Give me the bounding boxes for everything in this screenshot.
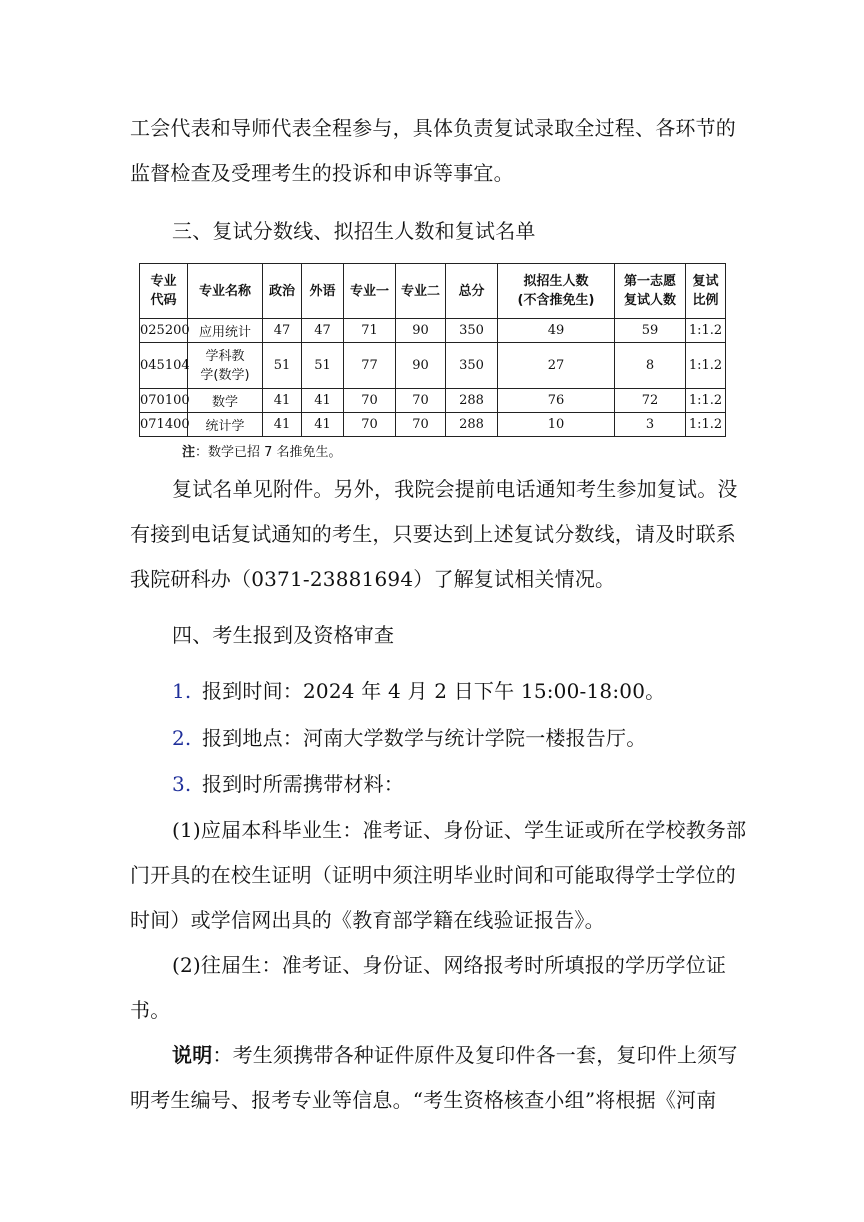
header-name: 专业名称 [188,264,263,319]
list-item [172,677,742,705]
list-text: 报到地点：河南大学数学与统计学院一楼报告厅。 [202,726,647,750]
cell-total: 288 [446,413,498,437]
paragraph-line: 我院研科办（0371-23881694）了解复试相关情况。 [130,567,616,591]
cell-major2: 90 [396,343,446,389]
paragraph-line: (2)往届生：准考证、身份证、网络报考时所填报的学历学位证 [172,953,727,977]
list-number: 1. [172,679,192,703]
list-item [172,724,742,752]
cell-name: 数学 [188,389,263,413]
paragraph-line: 时间）或学信网出具的《教育部学籍在线验证报告》。 [130,908,605,932]
score-table [139,263,726,437]
cell-first-choice: 72 [615,389,686,413]
paragraph-line: (1)应届本科毕业生：准考证、身份证、学生证或所在学校教务部 [172,818,747,842]
cell-first-choice: 8 [615,343,686,389]
cell-major1: 77 [344,343,396,389]
list-number: 2. [172,726,192,750]
header-major1: 专业一 [344,264,396,319]
table-note-label: 注 [182,445,196,460]
cell-quota: 49 [498,319,615,343]
header-total: 总分 [446,264,498,319]
section-4-title: 四、考生报到及资格审查 [172,623,395,647]
cell-quota: 10 [498,413,615,437]
cell-politics: 41 [263,389,302,413]
section-3-title: 三、复试分数线、拟招生人数和复试名单 [172,219,536,243]
cell-name: 学科教 学(数学) [188,343,263,389]
paragraph-line: 明考生编号、报考专业等信息。“考生资格核查小组”将根据《河南 [130,1088,717,1112]
cell-major1: 70 [344,389,396,413]
paragraph-line: 书。 [130,998,171,1022]
table-row [140,413,726,437]
note-label: 说明 [172,1043,213,1067]
table-row [140,319,726,343]
list-item [172,770,742,798]
cell-major2: 70 [396,413,446,437]
header-quota: 拟招生人数 (不含推免生) [498,264,615,319]
paragraph-line: 监督检查及受理考生的投诉和申诉等事宜。 [130,161,514,185]
header-first-choice: 第一志愿 复试人数 [615,264,686,319]
cell-ratio: 1:1.2 [686,343,726,389]
table-row [140,343,726,389]
table-note-text: ：数学已招 7 名推免生。 [195,445,342,460]
cell-first-choice: 59 [615,319,686,343]
cell-first-choice: 3 [615,413,686,437]
header-politics: 政治 [263,264,302,319]
cell-ratio: 1:1.2 [686,413,726,437]
cell-code: 045104 [140,343,188,389]
cell-foreign: 41 [302,389,344,413]
cell-total: 350 [446,319,498,343]
cell-ratio: 1:1.2 [686,319,726,343]
cell-major1: 71 [344,319,396,343]
table-header-row [140,264,726,319]
cell-foreign: 47 [302,319,344,343]
list-text: 报到时间：2024 年 4 月 2 日下午 15:00-18:00。 [202,679,666,703]
paragraph-line: 门开具的在校生证明（证明中须注明毕业时间和可能取得学士学位的 [130,863,736,887]
table-note [182,441,342,460]
cell-code: 071400 [140,413,188,437]
cell-code: 025200 [140,319,188,343]
list-text: 报到时所需携带材料： [202,772,404,796]
cell-foreign: 41 [302,413,344,437]
cell-major2: 70 [396,389,446,413]
header-foreign: 外语 [302,264,344,319]
cell-quota: 27 [498,343,615,389]
table-row [140,389,726,413]
cell-politics: 41 [263,413,302,437]
list-number: 3. [172,772,192,796]
cell-quota: 76 [498,389,615,413]
paragraph-line: 工会代表和导师代表全程参与，具体负责复试录取全过程、各环节的 [130,116,736,140]
cell-total: 350 [446,343,498,389]
cell-politics: 47 [263,319,302,343]
paragraph-line: 复试名单见附件。另外，我院会提前电话通知考生参加复试。没 [172,477,738,501]
cell-name: 应用统计 [188,319,263,343]
cell-foreign: 51 [302,343,344,389]
cell-name: 统计学 [188,413,263,437]
note-text: ：考生须携带各种证件原件及复印件各一套，复印件上须写 [212,1043,738,1067]
cell-major2: 90 [396,319,446,343]
cell-politics: 51 [263,343,302,389]
cell-major1: 70 [344,413,396,437]
header-major2: 专业二 [396,264,446,319]
cell-code: 070100 [140,389,188,413]
paragraph-line: 有接到电话复试通知的考生，只要达到上述复试分数线，请及时联系 [130,522,736,546]
cell-total: 288 [446,389,498,413]
paragraph-line [172,1041,742,1069]
cell-ratio: 1:1.2 [686,389,726,413]
header-ratio: 复试 比例 [686,264,726,319]
header-code: 专业 代码 [140,264,188,319]
